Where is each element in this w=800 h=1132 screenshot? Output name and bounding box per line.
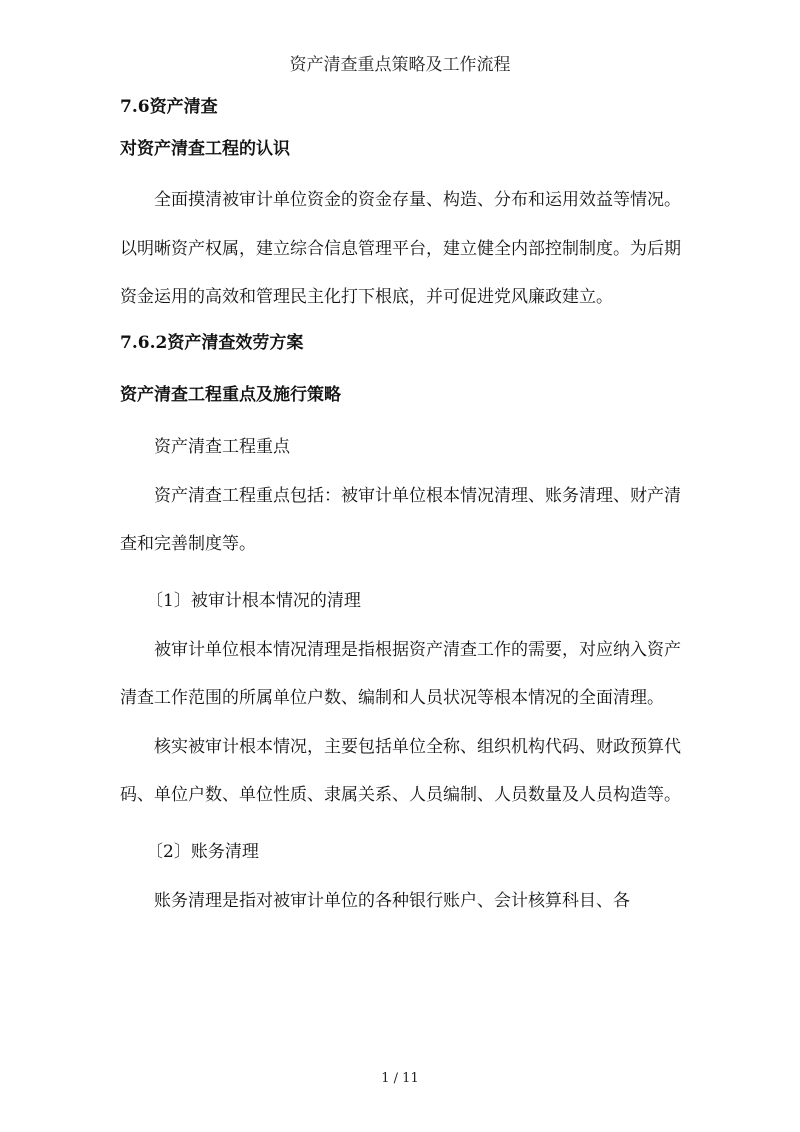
heading-7-6: 7.6资产清查: [120, 97, 218, 117]
subheading-basic-situation: 〔1〕被审计根本情况的清理: [146, 590, 361, 611]
subheading-key-points: 资产清查工程重点: [154, 436, 290, 457]
paragraph-verify-situation: 核实被审计根本情况，主要包括单位全称、组织机构代码、财政预算代码、单位户数、单位性质、隶属关系、人员编制、人员数量及人员构造等。: [120, 736, 681, 805]
heading-key-points-strategy: 资产清查工程重点及施行策略: [120, 384, 341, 405]
page-number: 1 / 11: [381, 1071, 419, 1086]
document-body: [120, 92, 690, 925]
paragraph-key-points: 资产清查工程重点包括：被审计单位根本情况清理、账务清理、财产清查和完善制度等。: [120, 485, 681, 554]
heading-7-6-2: 7.6.2资产清查效劳方案: [120, 332, 304, 353]
paragraph-basic-situation: 被审计单位根本情况清理是指根据资产清查工作的需要，对应纳入资产清查工作范围的所属单位户数、编制和人员状况等根本情况的全面清理。: [120, 639, 681, 708]
paragraph-overview: 全面摸清被审计单位资金的资金存量、构造、分布和运用效益等情况。以明晰资产权属，建立综合信息管理平台，建立健全内部控制制度。为后期资金运用的高效和管理民主化打下根底，并可促进党风廉政建立。: [120, 190, 681, 307]
heading-understanding: 对资产清查工程的认识: [120, 139, 290, 159]
page-header-title: 资产清查重点策略及工作流程: [289, 55, 511, 75]
paragraph-account-cleanup: 账务清理是指对被审计单位的各种银行账户、会计核算科目、各: [154, 890, 630, 911]
subheading-account-cleanup: 〔2〕账务清理: [146, 841, 259, 862]
